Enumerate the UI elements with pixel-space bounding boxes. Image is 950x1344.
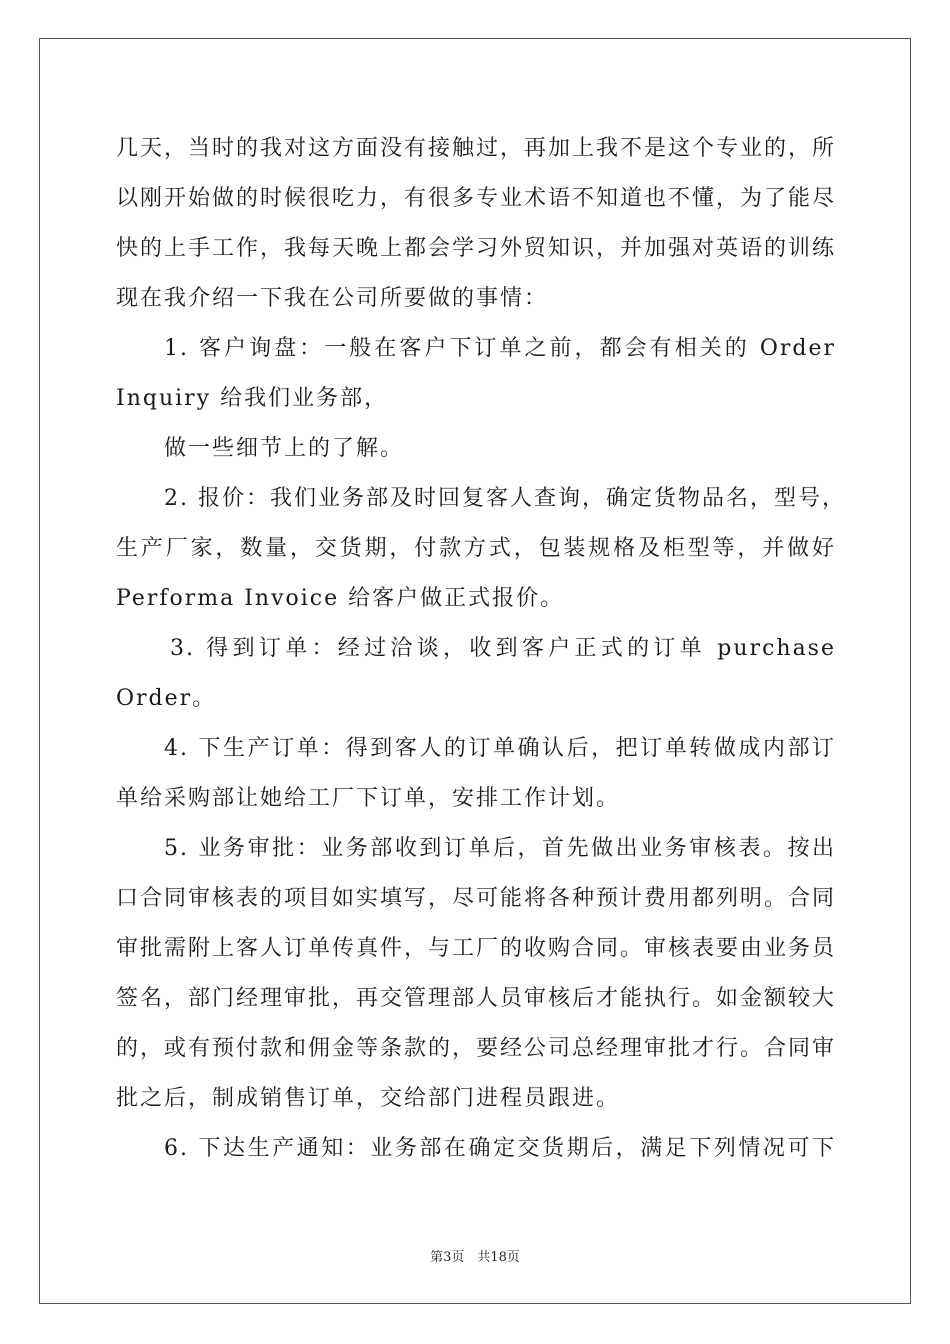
- list-item-4-line: 单给采购部让她给工厂下订单，安排工作计划。: [116, 786, 621, 811]
- list-item-5-line: 的，或有预付款和佣金等条款的，要经公司总经理审批才行。合同审: [116, 1036, 837, 1061]
- list-item-5-line: 口合同审核表的项目如实填写，尽可能将各种预计费用都列明。合同: [116, 886, 837, 911]
- list-item-2-line: Performa Invoice 给客户做正式报价。: [116, 586, 565, 611]
- list-item-2-line: 生产厂家，数量，交货期，付款方式，包装规格及柜型等，并做好: [116, 536, 836, 561]
- list-item-1-line: Inquiry 给我们业务部，: [116, 386, 389, 411]
- list-item-5-line: 批之后，制成销售订单，交给部门进程员跟进。: [116, 1086, 621, 1111]
- text-line: 以刚开始做的时候很吃力，有很多专业术语不知道也不懂，为了能尽: [116, 186, 837, 211]
- text-line: 做一些细节上的了解。: [164, 436, 405, 461]
- list-item-5-line: 5. 业务审批：业务部收到订单后，首先做出业务审核表。按出: [164, 836, 836, 861]
- text-line: 现在我介绍一下我在公司所要做的事情：: [116, 286, 549, 311]
- list-item-5-line: 审批需附上客人订单传真件，与工厂的收购合同。审核表要由业务员: [116, 936, 837, 961]
- list-item-5-line: 签名，部门经理审批，再交管理部人员审核后才能执行。如金额较大: [116, 986, 837, 1011]
- list-item-2-line: 2. 报价：我们业务部及时回复客人查询，确定货物品名，型号，: [164, 486, 846, 511]
- list-item-3-line: 3. 得到订单：经过洽谈，收到客户正式的订单 purchase: [170, 636, 836, 661]
- text-line: 几天，当时的我对这方面没有接触过，再加上我不是这个专业的，所: [116, 136, 837, 161]
- list-item-6-line: 6. 下达生产通知：业务部在确定交货期后，满足下列情况可下: [164, 1136, 836, 1161]
- list-item-4-line: 4. 下生产订单：得到客人的订单确认后，把订单转做成内部订: [164, 736, 836, 761]
- list-item-1-line: 1. 客户询盘：一般在客户下订单之前，都会有相关的 Order: [164, 336, 836, 361]
- text-line: 快的上手工作，我每天晚上都会学习外贸知识，并加强对英语的训练: [116, 236, 837, 261]
- list-item-3-line: Order。: [116, 686, 217, 711]
- page-number-footer: 第3页 共18页: [430, 1250, 520, 1265]
